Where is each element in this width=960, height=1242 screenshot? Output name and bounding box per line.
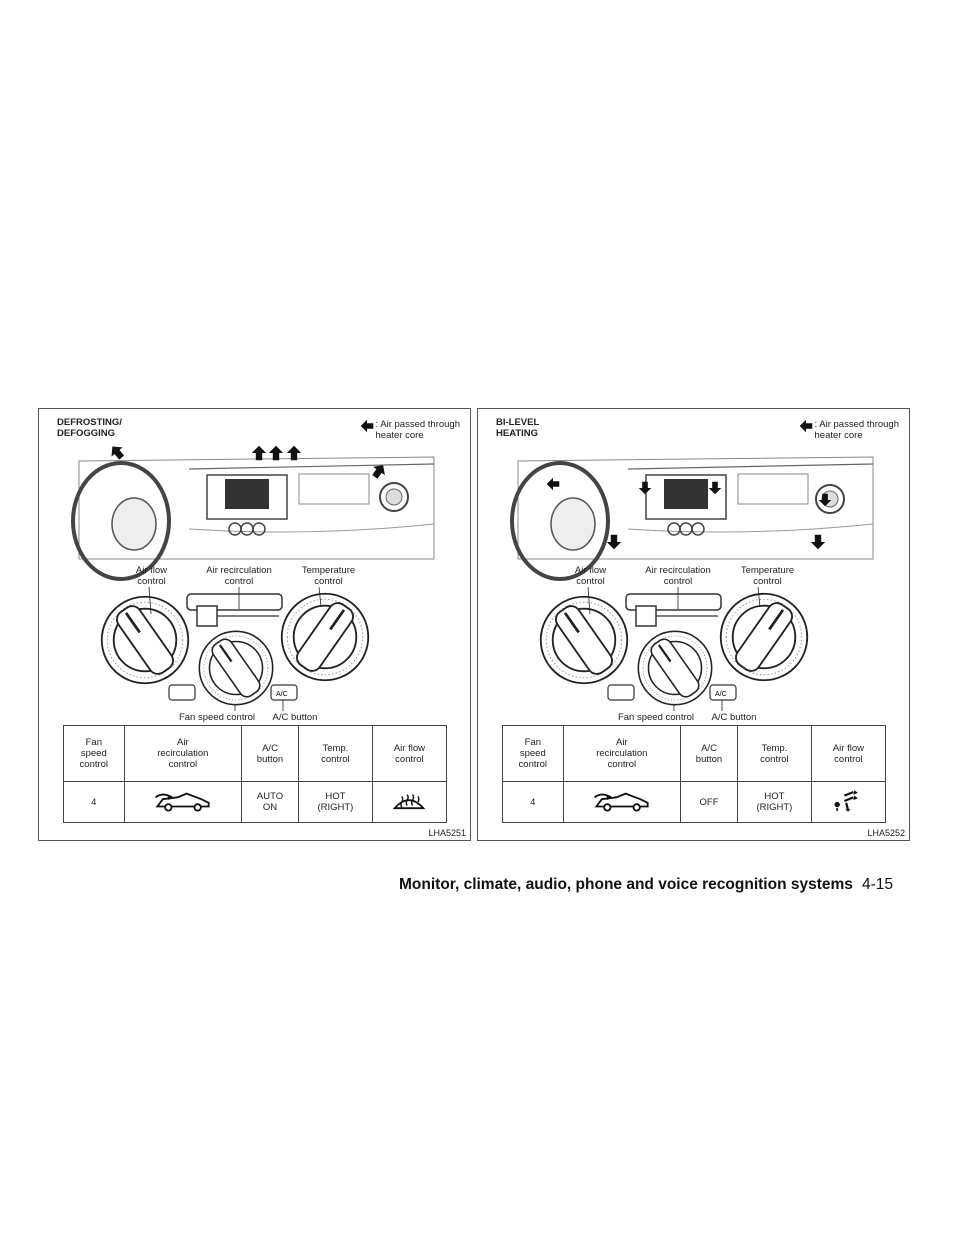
outside-air-icon	[592, 790, 652, 812]
defrost-figure	[38, 408, 471, 841]
temperature-control-label: Temperature control	[740, 565, 795, 587]
legend-text: : Air passed through heater core	[375, 419, 460, 441]
settings-table	[502, 725, 886, 823]
header-airflow: Air flow control	[372, 726, 446, 782]
header-fan: Fan speed control	[64, 726, 125, 782]
bi-level-icon	[830, 790, 866, 812]
settings-table	[63, 725, 447, 823]
recirc-value	[563, 782, 681, 823]
fan-speed-control-label: Fan speed control	[178, 712, 256, 723]
figure-code: LHA5251	[428, 828, 466, 838]
ac-value: AUTO ON	[242, 782, 299, 823]
air-flow-control-label: Air flow control	[574, 565, 607, 587]
header-airflow: Air flow control	[811, 726, 885, 782]
header-recirc: Air recirculation control	[124, 726, 242, 782]
fan-value: 4	[64, 782, 125, 823]
figure-code: LHA5252	[867, 828, 905, 838]
header-ac: A/C button	[242, 726, 299, 782]
ac-button-label: A/C button	[272, 712, 318, 723]
defrost-icon	[391, 790, 427, 812]
temp-value: HOT (RIGHT)	[298, 782, 372, 823]
fan-value: 4	[503, 782, 564, 823]
recirc-value	[124, 782, 242, 823]
page-number: 4-15	[862, 876, 894, 893]
airflow-value	[372, 782, 446, 823]
header-fan: Fan speed control	[503, 726, 564, 782]
header-temp: Temp. control	[298, 726, 372, 782]
header-temp: Temp. control	[737, 726, 811, 782]
mode-heading: DEFROSTING/ DEFOGGING	[57, 417, 122, 439]
svg-text:A/C: A/C	[276, 691, 288, 698]
header-recirc: Air recirculation control	[563, 726, 681, 782]
section-title: Monitor, climate, audio, phone and voice recognition systems	[399, 876, 853, 893]
outside-air-icon	[153, 790, 213, 812]
temperature-control-label: Temperature control	[301, 565, 356, 587]
header-ac: A/C button	[681, 726, 738, 782]
air-recirculation-control-label: Air recirculation control	[206, 565, 272, 587]
ac-value: OFF	[681, 782, 738, 823]
mode-heading: BI-LEVEL HEATING	[496, 417, 540, 439]
air-flow-control-label: Air flow control	[135, 565, 168, 587]
bi-level-figure	[477, 408, 910, 841]
air-recirculation-control-label: Air recirculation control	[645, 565, 711, 587]
svg-text:A/C: A/C	[715, 691, 727, 698]
temp-value: HOT (RIGHT)	[737, 782, 811, 823]
legend-text: : Air passed through heater core	[814, 419, 899, 441]
fan-speed-control-label: Fan speed control	[617, 712, 695, 723]
airflow-value	[811, 782, 885, 823]
ac-button-label: A/C button	[711, 712, 757, 723]
